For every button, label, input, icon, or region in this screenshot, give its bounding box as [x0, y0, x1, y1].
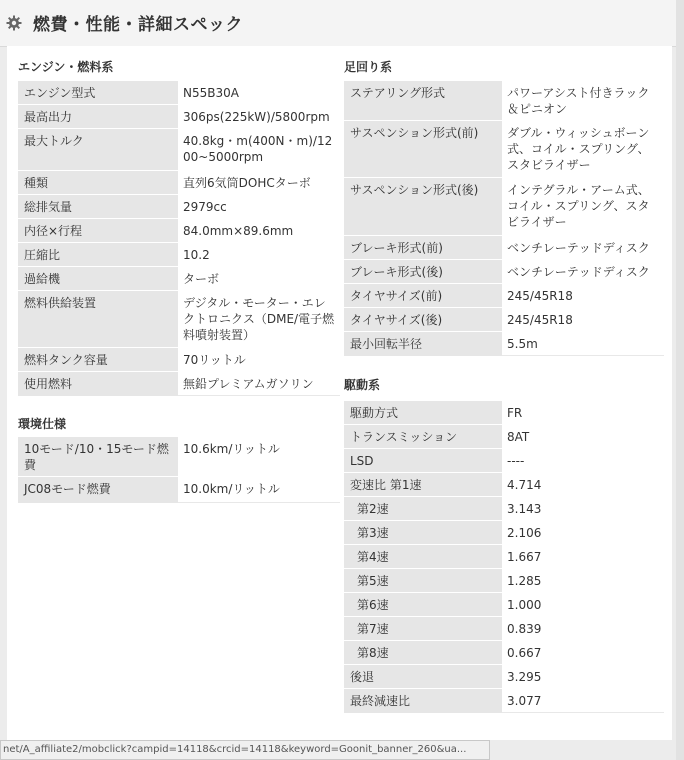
table-row [344, 448, 664, 473]
row-label: 第4速 [344, 545, 502, 569]
row-value: 10.0km/リットル [178, 477, 340, 503]
row-label: JC08モード燃費 [18, 477, 178, 503]
row-label: 第7速 [344, 617, 502, 641]
table-row [344, 120, 664, 178]
table-row [344, 472, 664, 497]
row-value: ターボ [178, 267, 340, 291]
row-value: 3.077 [502, 689, 664, 713]
table-row [344, 616, 664, 641]
table-row [344, 664, 664, 689]
row-label: エンジン型式 [18, 81, 178, 105]
row-label: サスペンション形式(後) [344, 178, 502, 236]
row-label: タイヤサイズ(前) [344, 284, 502, 308]
row-label: 最小回転半径 [344, 332, 502, 356]
row-value: 1.667 [502, 545, 664, 569]
table-row [18, 128, 340, 171]
row-value: 無鉛プレミアムガソリン [178, 372, 340, 396]
row-value: FR [502, 401, 664, 425]
table-row [18, 290, 340, 348]
row-value: 245/45R18 [502, 284, 664, 308]
row-label: ブレーキ形式(前) [344, 236, 502, 260]
row-label: 変速比 第1速 [344, 473, 502, 497]
row-label: 燃料供給装置 [18, 291, 178, 348]
row-value: ベンチレーテッドディスク [502, 236, 664, 260]
row-label: ステアリング形式 [344, 81, 502, 121]
table-row [18, 476, 340, 503]
table-row [18, 80, 340, 105]
table-row [18, 218, 340, 243]
row-label: 最大トルク [18, 129, 178, 171]
row-label: サスペンション形式(前) [344, 121, 502, 178]
spec-header [0, 0, 676, 47]
gear-icon [6, 15, 22, 31]
table-row [344, 568, 664, 593]
table-row [344, 331, 664, 356]
table-row [344, 400, 664, 425]
row-value: 10.6km/リットル [178, 437, 340, 477]
row-value: インテグラル・アーム式、コイル・スプリング、スタビライザー [502, 178, 664, 236]
engine-section-title: エンジン・燃料系 [18, 60, 114, 74]
table-row [344, 259, 664, 284]
row-label: トランスミッション [344, 425, 502, 449]
row-value: 3.143 [502, 497, 664, 521]
drive-section-title: 駆動系 [344, 378, 381, 392]
row-label: 第8速 [344, 641, 502, 665]
table-row [18, 194, 340, 219]
table-row [344, 544, 664, 569]
row-label: ブレーキ形式(後) [344, 260, 502, 284]
row-label: 最高出力 [18, 105, 178, 129]
page-scrollbar[interactable] [676, 0, 684, 760]
row-label: 総排気量 [18, 195, 178, 219]
row-value: 2.106 [502, 521, 664, 545]
table-row [18, 242, 340, 267]
table-row [344, 80, 664, 121]
table-row [344, 640, 664, 665]
row-value: デジタル・モーター・エレクトロニクス（DME/電子燃料噴射装置） [178, 291, 340, 348]
row-label: タイヤサイズ(後) [344, 308, 502, 332]
row-value: 306ps(225kW)/5800rpm [178, 105, 340, 129]
row-value: 245/45R18 [502, 308, 664, 332]
row-label: 第3速 [344, 521, 502, 545]
row-value: ダブル・ウィッシュボーン式、コイル・スプリング、スタビライザー [502, 121, 664, 178]
table-row [344, 235, 664, 260]
row-label: 圧縮比 [18, 243, 178, 267]
row-value: 1.285 [502, 569, 664, 593]
row-label: 最終減速比 [344, 689, 502, 713]
table-row [18, 104, 340, 129]
row-label: 内径×行程 [18, 219, 178, 243]
row-value: 84.0mm×89.6mm [178, 219, 340, 243]
spec-panel [7, 46, 672, 740]
table-row [18, 266, 340, 291]
row-label: 第2速 [344, 497, 502, 521]
row-value: 10.2 [178, 243, 340, 267]
table-row [344, 283, 664, 308]
row-label: LSD [344, 449, 502, 473]
row-label: 過給機 [18, 267, 178, 291]
row-value: N55B30A [178, 81, 340, 105]
row-value: ---- [502, 449, 664, 473]
table-row [18, 371, 340, 396]
page-title: 燃費・性能・詳細スペック [33, 15, 243, 35]
row-value: 8AT [502, 425, 664, 449]
row-label: 10モード/10・15モード燃費 [18, 437, 178, 477]
row-value: 0.667 [502, 641, 664, 665]
row-label: 第5速 [344, 569, 502, 593]
row-label: 使用燃料 [18, 372, 178, 396]
row-label: 燃料タンク容量 [18, 348, 178, 372]
row-value: 2979cc [178, 195, 340, 219]
row-value: 5.5m [502, 332, 664, 356]
table-row [18, 170, 340, 195]
row-label: 駆動方式 [344, 401, 502, 425]
table-row [18, 436, 340, 477]
row-value: 直列6気筒DOHCターボ [178, 171, 340, 195]
row-value: ベンチレーテッドディスク [502, 260, 664, 284]
table-row [344, 424, 664, 449]
row-value: 3.295 [502, 665, 664, 689]
row-value: 0.839 [502, 617, 664, 641]
environment-section-title: 環境仕様 [18, 417, 67, 431]
row-label: 種類 [18, 171, 178, 195]
status-bar-url: net/A_affiliate2/mobclick?campid=14118&crcid=14118&keyword=Goonit_banner_260&ua... [0, 740, 490, 760]
table-row [344, 307, 664, 332]
row-label: 第6速 [344, 593, 502, 617]
row-value: 70リットル [178, 348, 340, 372]
suspension-section-title: 足回り系 [344, 60, 393, 74]
table-row [344, 688, 664, 713]
row-value: 1.000 [502, 593, 664, 617]
row-label: 後退 [344, 665, 502, 689]
table-row [344, 177, 664, 236]
table-row [344, 592, 664, 617]
row-value: 4.714 [502, 473, 664, 497]
table-row [344, 496, 664, 521]
table-row [344, 520, 664, 545]
table-row [18, 347, 340, 372]
row-value: パワーアシスト付きラック＆ピニオン [502, 81, 664, 121]
row-value: 40.8kg・m(400N・m)/1200~5000rpm [178, 129, 340, 171]
